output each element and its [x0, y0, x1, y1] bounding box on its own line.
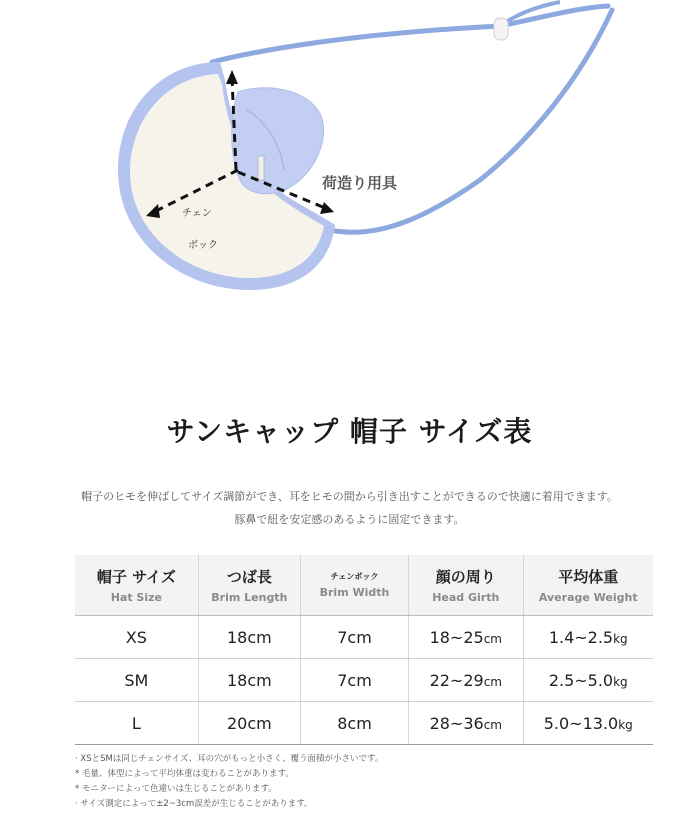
chin-label-line1: チェン — [182, 208, 212, 219]
cell-head-girth: 18~25cm — [409, 616, 523, 659]
header-brim-width: チェンボック Brim Width — [300, 555, 408, 616]
header-brim-length: つば長 Brim Length — [198, 555, 300, 616]
arrow-head-right — [320, 202, 334, 214]
notes — [75, 752, 675, 812]
header-average-weight: 平均体重 Average Weight — [523, 555, 653, 616]
cell-brim-width: 7cm — [300, 616, 408, 659]
cell-weight: 2.5~5.0kg — [523, 659, 653, 702]
cord-stopper — [494, 18, 508, 40]
table-row — [75, 659, 653, 702]
cell-brim-length: 18cm — [198, 659, 300, 702]
cell-head-girth: 28~36cm — [409, 702, 523, 745]
cell-size: L — [75, 702, 198, 745]
description-line-1: 帽子のヒモを伸ばしてサイズ調節ができ、耳をヒモの間から引き出すことができるので快適に着用できます。 — [81, 490, 618, 503]
cord-top — [212, 6, 608, 62]
cord-label: 荷造り用具 — [322, 175, 398, 192]
table-row — [75, 616, 653, 659]
note-4: · サイズ測定によって±2~3cm誤差が生じることがあります。 — [75, 799, 313, 809]
cell-brim-width: 8cm — [300, 702, 408, 745]
header-hat-size: 帽子 サイズ Hat Size — [75, 555, 198, 616]
cell-brim-length: 18cm — [198, 616, 300, 659]
note-3: * モニターによって色違いは生じることがあります。 — [75, 784, 277, 794]
description-line-2: 豚鼻で紐を安定感のあるように固定できます。 — [234, 513, 465, 526]
arrow-head-up — [226, 70, 238, 84]
note-1: · XSとSMは同じチェンサイズ、耳の穴がもっと小さく、覆う面積が小さいです。 — [75, 754, 384, 764]
header-head-girth: 顔の周り Head Girth — [409, 555, 523, 616]
cell-brim-width: 7cm — [300, 659, 408, 702]
table-row — [75, 702, 653, 745]
note-2: * 毛量、体型によって平均体重は変わることがあります。 — [75, 769, 294, 779]
product-illustration — [0, 0, 699, 330]
cell-size: SM — [75, 659, 198, 702]
cell-weight: 1.4~2.5kg — [523, 616, 653, 659]
page-title: サンキャップ 帽子 サイズ表 — [166, 415, 533, 448]
sun-cap-drawing — [0, 0, 699, 330]
cord-side — [330, 10, 612, 232]
cell-size: XS — [75, 616, 198, 659]
chin-label-line2: ボック — [188, 240, 218, 251]
cell-head-girth: 22~29cm — [409, 659, 523, 702]
size-table — [75, 555, 653, 745]
tag — [258, 156, 264, 180]
cell-weight: 5.0~13.0kg — [523, 702, 653, 745]
crown — [232, 88, 324, 194]
table-header-row — [75, 555, 653, 616]
cell-brim-length: 20cm — [198, 702, 300, 745]
